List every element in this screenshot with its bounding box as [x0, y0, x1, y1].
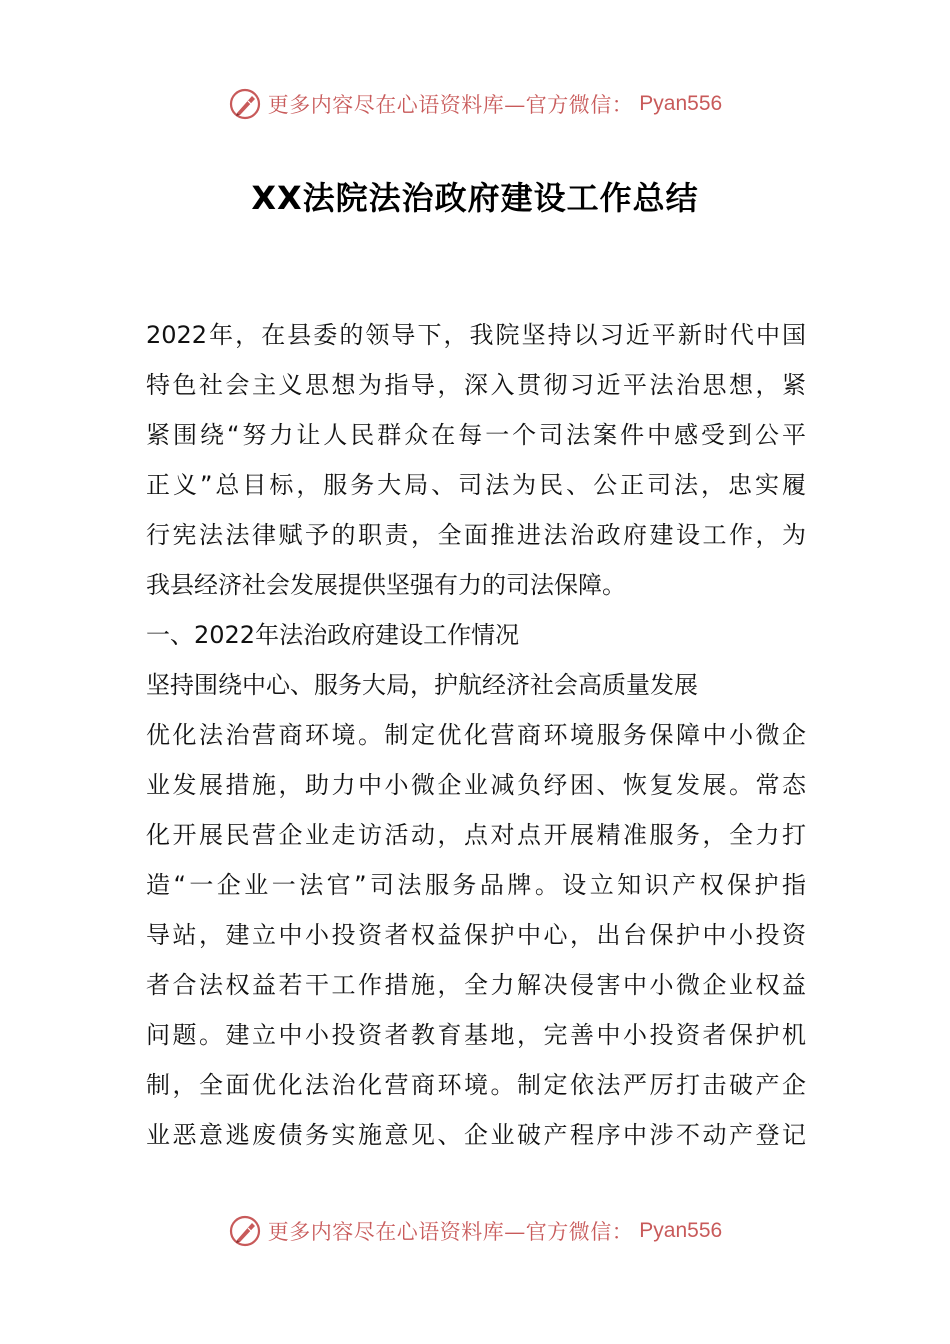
- footer-banner-text: 更多内容尽在心语资料库—官方微信：: [267, 1220, 634, 1244]
- body-line: 导站，建立中小投资者权益保护中心，出台保护中小投资: [146, 921, 806, 949]
- document-body: [146, 310, 806, 1160]
- body-line: 问题。建立中小投资者教育基地，完善中小投资者保护机: [146, 1021, 806, 1049]
- header-banner: [0, 84, 950, 124]
- header-banner-id: Pyan556: [639, 92, 723, 115]
- body-line: 制，全面优化法治化营商环境。制定依法严厉打击破产企: [146, 1071, 806, 1099]
- body-line: 2022年，在县委的领导下，我院坚持以习近平新时代中国: [146, 321, 806, 349]
- body-line: 化开展民营企业走访活动，点对点开展精准服务，全力打: [146, 821, 806, 849]
- body-line: 者合法权益若干工作措施，全力解决侵害中小微企业权益: [146, 971, 806, 999]
- body-line: 紧围绕“努力让人民群众在每一个司法案件中感受到公平: [146, 421, 806, 449]
- body-line: 业恶意逃废债务实施意见、企业破产程序中涉不动产登记: [146, 1121, 806, 1149]
- body-line: 我县经济社会发展提供坚强有力的司法保障。: [146, 571, 626, 599]
- body-line: 造“一企业一法官”司法服务品牌。设立知识产权保护指: [146, 871, 806, 899]
- footer-banner-id: Pyan556: [639, 1219, 723, 1242]
- quill-logo-icon: [228, 87, 262, 121]
- footer-banner: [0, 1211, 950, 1251]
- body-line: 特色社会主义思想为指导，深入贯彻习近平法治思想，紧: [146, 371, 806, 399]
- body-line: 优化法治营商环境。制定优化营商环境服务保障中小微企: [146, 721, 806, 749]
- quill-logo-icon: [228, 1214, 262, 1248]
- document-title: XX法院法治政府建设工作总结: [251, 179, 699, 217]
- body-line: 正义”总目标，服务大局、司法为民、公正司法，忠实履: [146, 471, 806, 499]
- body-line: 业发展措施，助力中小微企业减负纾困、恢复发展。常态: [146, 771, 806, 799]
- body-line: 行宪法法律赋予的职责，全面推进法治政府建设工作，为: [146, 521, 806, 549]
- subsection-heading: 坚持围绕中心、服务大局，护航经济社会高质量发展: [146, 671, 698, 699]
- header-banner-text: 更多内容尽在心语资料库—官方微信：: [267, 93, 634, 117]
- section-heading: 一、2022年法治政府建设工作情况: [146, 621, 520, 649]
